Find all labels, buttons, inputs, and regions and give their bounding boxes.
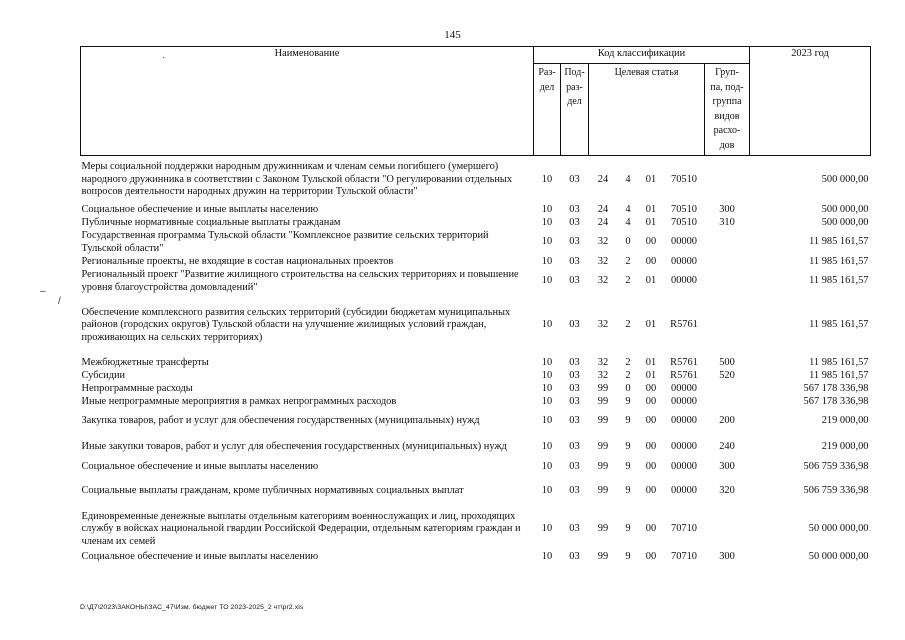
row-name: Региональный проект "Развитие жилищного строительства на сельских территориях и повышение уровня благоустройства домовладений" — [81, 269, 519, 293]
row-vid: 200 — [719, 415, 735, 427]
row-cs4: R5761 — [670, 369, 698, 381]
row-cs1: 32 — [597, 356, 609, 368]
row-vid: 500 — [719, 356, 735, 368]
row-amount: 11 985 161,57 — [809, 275, 869, 287]
row-cs4: 00000 — [671, 460, 697, 472]
table-row — [81, 217, 871, 230]
row-cs4: 70510 — [671, 216, 697, 228]
row-name: Закупка товаров, работ и услуг для обеспечения государственных (муниципальных) нужд — [81, 415, 480, 427]
row-razdel: 10 — [541, 484, 553, 496]
row-cs1: 99 — [597, 415, 609, 427]
scan-dot: · — [162, 52, 166, 63]
row-cs3: 00 — [645, 415, 657, 427]
row-amount: 11 985 161,57 — [809, 319, 869, 331]
row-amount: 500 000,00 — [821, 173, 869, 185]
row-podrazdel: 03 — [569, 460, 580, 472]
row-razdel: 10 — [541, 319, 553, 331]
row-cs4: 00000 — [671, 415, 697, 427]
row-vid: 320 — [719, 484, 735, 496]
header-podrazdel-text: Под- раз- дел — [564, 67, 585, 107]
header-gruppa — [705, 64, 750, 156]
row-cs4: R5761 — [670, 356, 698, 368]
row-razdel: 10 — [541, 255, 553, 267]
scan-mark: / — [58, 296, 61, 307]
scan-mark: – — [40, 286, 46, 297]
row-razdel: 10 — [541, 236, 553, 248]
row-vid: 300 — [719, 550, 735, 562]
row-amount: 500 000,00 — [821, 216, 869, 228]
row-cs4: 00000 — [671, 382, 697, 394]
row-name: Субсидии — [81, 369, 126, 381]
header-gruppa-text: Груп- па, под- группа видов расхо- дов — [710, 67, 744, 151]
row-razdel: 10 — [541, 460, 553, 472]
row-podrazdel: 03 — [569, 356, 580, 368]
row-cs2: 0 — [625, 236, 631, 248]
table-row — [81, 551, 871, 564]
table-row — [81, 156, 871, 204]
row-vid — [705, 396, 750, 409]
table-row — [81, 370, 871, 383]
row-cs2: 9 — [625, 484, 631, 496]
row-cs1: 99 — [597, 460, 609, 472]
row-amount: 219 000,00 — [821, 415, 869, 427]
row-amount: 11 985 161,57 — [809, 356, 869, 368]
row-name: Государственная программа Тульской области "Комплексное развитие сельских территорий Тульской области" — [81, 230, 489, 254]
row-cs4: 00000 — [671, 255, 697, 267]
row-cs3: 00 — [645, 523, 657, 535]
row-cs4: 70710 — [671, 550, 697, 562]
row-cs2: 0 — [625, 382, 631, 394]
row-vid: 300 — [719, 203, 735, 215]
row-cs2: 9 — [625, 550, 631, 562]
table-row — [81, 474, 871, 509]
row-podrazdel: 03 — [569, 369, 580, 381]
header-code: Код классификации — [534, 47, 750, 64]
table-row — [81, 461, 871, 474]
row-cs3: 01 — [645, 319, 657, 331]
row-name: Иные закупки товаров, работ и услуг для обеспечения государственных (муниципальных) нужд — [81, 441, 507, 453]
row-cs1: 99 — [597, 484, 609, 496]
row-cs3: 00 — [645, 484, 657, 496]
table-row — [81, 204, 871, 217]
header-razdel — [534, 64, 561, 156]
row-vid — [705, 256, 750, 269]
row-cs3: 01 — [645, 275, 657, 287]
table-row — [81, 269, 871, 295]
row-cs2: 4 — [625, 216, 631, 228]
row-razdel: 10 — [541, 173, 553, 185]
table-row — [81, 256, 871, 269]
row-vid: 240 — [719, 441, 735, 453]
page-number: 145 — [444, 29, 461, 41]
row-cs2: 9 — [625, 523, 631, 535]
row-razdel: 10 — [541, 275, 553, 287]
row-razdel: 10 — [541, 550, 553, 562]
table-row — [81, 409, 871, 435]
table-row — [81, 357, 871, 370]
table-row — [81, 295, 871, 357]
row-cs1: 32 — [597, 255, 609, 267]
row-name: Региональные проекты, не входящие в состав национальных проектов — [81, 255, 394, 267]
row-cs3: 00 — [645, 550, 657, 562]
row-vid — [705, 269, 750, 295]
row-name: Обеспечение комплексного развития сельских территорий (субсидии бюджетам муниципальных районов (городских округов) Тульской области на улучшение жилищных условий граждан, проживающих на сельских территориях) — [81, 306, 511, 343]
row-cs2: 9 — [625, 441, 631, 453]
row-name: Социальное обеспечение и иные выплаты населению — [81, 203, 319, 215]
row-razdel: 10 — [541, 441, 553, 453]
row-cs2: 2 — [625, 275, 631, 287]
header-podrazdel — [561, 64, 589, 156]
row-cs4: 00000 — [671, 484, 697, 496]
row-name: Меры социальной поддержки народным дружинникам и членам семьи погибшего (умершего) народного дружинника в соответствии с Законом Тульской области "О регулировании отдельных вопросов деятельности народных дружин на территории Тульской области" — [81, 161, 513, 197]
row-podrazdel: 03 — [569, 550, 580, 562]
row-cs2: 9 — [625, 415, 631, 427]
row-vid — [705, 230, 750, 256]
row-podrazdel: 03 — [569, 255, 580, 267]
row-cs1: 24 — [597, 216, 609, 228]
row-name: Непрограммные расходы — [81, 382, 193, 394]
row-cs2: 9 — [625, 395, 631, 407]
row-cs1: 24 — [597, 203, 609, 215]
row-cs3: 01 — [645, 369, 657, 381]
row-podrazdel: 03 — [569, 216, 580, 228]
row-podrazdel: 03 — [569, 523, 580, 535]
row-cs1: 32 — [597, 319, 609, 331]
row-podrazdel: 03 — [569, 319, 580, 331]
row-podrazdel: 03 — [569, 203, 580, 215]
row-cs2: 2 — [625, 255, 631, 267]
header-razdel-text: Раз- дел — [538, 67, 556, 93]
row-cs3: 00 — [645, 382, 657, 394]
row-podrazdel: 03 — [569, 173, 580, 185]
row-podrazdel: 03 — [569, 484, 580, 496]
row-vid — [705, 156, 750, 204]
row-podrazdel: 03 — [569, 441, 580, 453]
row-podrazdel: 03 — [569, 395, 580, 407]
row-razdel: 10 — [541, 523, 553, 535]
row-cs4: R5761 — [670, 319, 698, 331]
row-name: Единовременные денежные выплаты отдельным категориям военнослужащих и лиц, проходящих службу в войсках национальной гвардии Российской Федерации, отдельным категориям граждан и членам их семей — [81, 510, 521, 547]
row-vid: 310 — [719, 216, 735, 228]
header-name: Наименование — [81, 47, 534, 156]
row-amount: 50 000 000,00 — [808, 523, 869, 535]
header-year: 2023 год — [750, 47, 871, 156]
row-razdel: 10 — [541, 369, 553, 381]
row-amount: 219 000,00 — [821, 441, 869, 453]
row-cs4: 70510 — [671, 173, 697, 185]
row-cs1: 32 — [597, 236, 609, 248]
row-amount: 11 985 161,57 — [809, 369, 869, 381]
row-amount: 11 985 161,57 — [809, 255, 869, 267]
table-row — [81, 435, 871, 461]
row-razdel: 10 — [541, 356, 553, 368]
row-amount: 11 985 161,57 — [809, 236, 869, 248]
row-cs4: 70710 — [671, 523, 697, 535]
table-row — [81, 509, 871, 551]
row-cs2: 4 — [625, 203, 631, 215]
row-cs3: 00 — [645, 255, 657, 267]
row-vid: 300 — [719, 460, 735, 472]
row-cs3: 01 — [645, 173, 657, 185]
row-cs4: 00000 — [671, 236, 697, 248]
budget-table — [80, 46, 871, 564]
row-cs4: 00000 — [671, 275, 697, 287]
row-name: Социальные выплаты гражданам, кроме публичных нормативных социальных выплат — [81, 484, 464, 496]
row-cs3: 01 — [645, 356, 657, 368]
row-cs2: 2 — [625, 319, 631, 331]
row-amount: 506 759 336,98 — [803, 484, 869, 496]
row-cs1: 99 — [597, 550, 609, 562]
row-podrazdel: 03 — [569, 415, 580, 427]
row-cs1: 99 — [597, 523, 609, 535]
row-amount: 567 178 336,98 — [803, 382, 869, 394]
row-name: Социальное обеспечение и иные выплаты населению — [81, 460, 319, 472]
row-vid — [705, 509, 750, 551]
row-cs1: 24 — [597, 173, 609, 185]
row-name: Публичные нормативные социальные выплаты гражданам — [81, 216, 341, 228]
row-cs1: 32 — [597, 369, 609, 381]
row-cs2: 2 — [625, 369, 631, 381]
row-vid — [705, 295, 750, 357]
row-cs1: 99 — [597, 382, 609, 394]
row-vid: 520 — [719, 369, 735, 381]
table-row — [81, 396, 871, 409]
row-vid — [705, 383, 750, 396]
row-name: Иные непрограммные мероприятия в рамках непрограммных расходов — [81, 395, 397, 407]
row-podrazdel: 03 — [569, 236, 580, 248]
table-row — [81, 230, 871, 256]
row-razdel: 10 — [541, 203, 553, 215]
row-amount: 50 000 000,00 — [808, 550, 869, 562]
row-cs3: 01 — [645, 203, 657, 215]
row-amount: 567 178 336,98 — [803, 395, 869, 407]
row-cs3: 00 — [645, 395, 657, 407]
row-name: Социальное обеспечение и иные выплаты населению — [81, 550, 319, 562]
row-amount: 506 759 336,98 — [803, 460, 869, 472]
row-cs4: 70510 — [671, 203, 697, 215]
row-cs3: 00 — [645, 236, 657, 248]
row-cs1: 32 — [597, 275, 609, 287]
row-cs2: 4 — [625, 173, 631, 185]
row-cs1: 99 — [597, 441, 609, 453]
row-cs2: 9 — [625, 460, 631, 472]
header-celevaya: Целевая статья — [589, 64, 705, 156]
row-podrazdel: 03 — [569, 275, 580, 287]
row-podrazdel: 03 — [569, 382, 580, 394]
row-cs1: 99 — [597, 395, 609, 407]
row-name: Межбюджетные трансферты — [81, 356, 209, 368]
row-razdel: 10 — [541, 382, 553, 394]
row-cs3: 00 — [645, 441, 657, 453]
table-body — [81, 156, 871, 564]
row-razdel: 10 — [541, 415, 553, 427]
row-cs3: 00 — [645, 460, 657, 472]
row-cs2: 2 — [625, 356, 631, 368]
file-path-footer: D:\Д7\2023\ЗАКОНЫ\ЗАС_47\Изм. бюджет ТО 2023-2025_2 чт\pr2.xls — [80, 604, 304, 611]
row-cs4: 00000 — [671, 395, 697, 407]
row-amount: 500 000,00 — [821, 203, 869, 215]
row-razdel: 10 — [541, 395, 553, 407]
table-row — [81, 383, 871, 396]
row-razdel: 10 — [541, 216, 553, 228]
row-cs3: 01 — [645, 216, 657, 228]
row-cs4: 00000 — [671, 441, 697, 453]
